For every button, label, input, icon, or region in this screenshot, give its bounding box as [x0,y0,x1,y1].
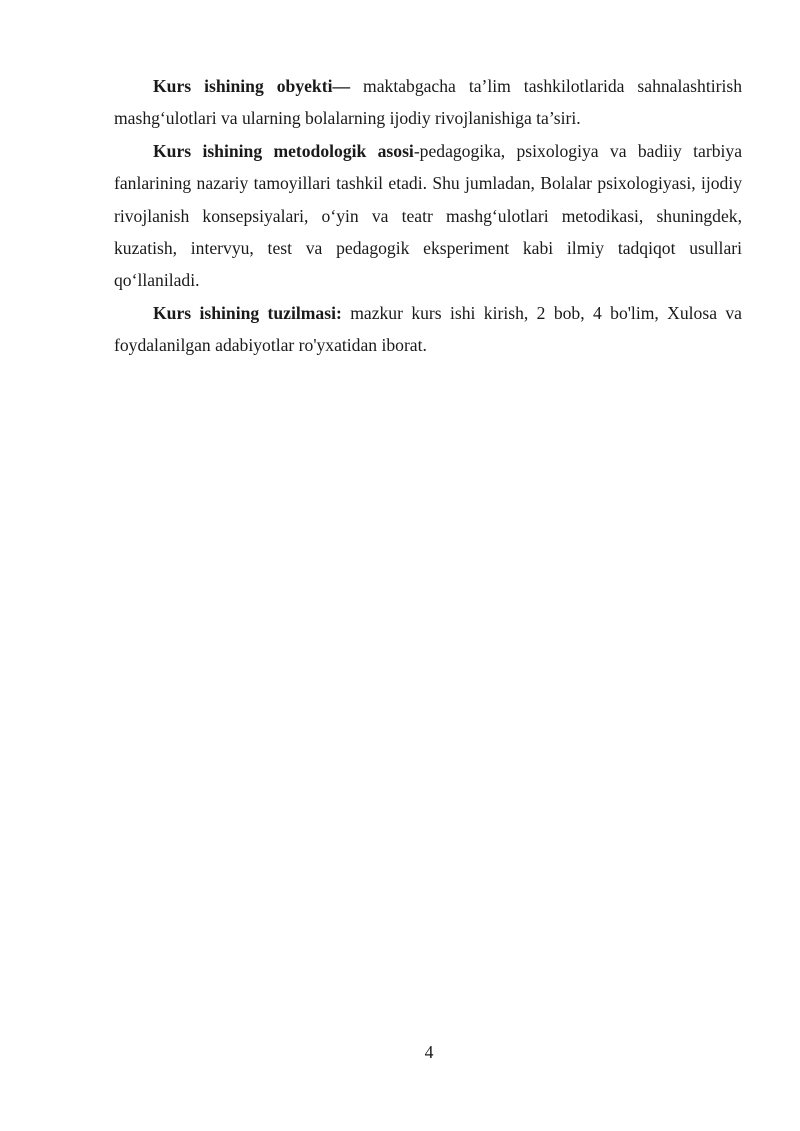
paragraph-heading: Kurs ishining tuzilmasi: [153,302,342,323]
paragraph-text: -pedagogika, psixologiya va badiiy tarbiya fanlarining nazariy tamoyillari tashkil etadi. Shu jumladan, Bolalar psixologiyasi, ijodiy rivojlanish konsepsiyalari, o‘yin va teatr mashg‘ulotlari metodikasi, shuningdek, kuzatish, intervyu, test va pedagogik eksperiment kabi ilmiy tadqiqot usullari qo‘llaniladi. [114,140,743,291]
paragraph-text: mazkur kurs ishi kirish, 2 bob, 4 bo'lim, Xulosa va foydalanilgan adabiyotlar ro'yxatidan iborat. [114,302,742,356]
paragraph-object [114,70,742,135]
page-body [114,70,742,362]
paragraph-heading: Kurs ishining metodologik asosi [153,140,414,161]
paragraph-structure [114,297,742,362]
paragraph-text: maktabgacha ta’lim tashkilotlarida sahnalashtirish mashg‘ulotlari va ularning bolalarning ijodiy rivojlanishiga ta’siri. [114,76,742,129]
paragraph-methodology [114,135,742,297]
paragraph-heading: Kurs ishining obyekti [153,76,333,96]
heading-separator: — [332,76,351,96]
page-number: 4 [424,1042,434,1062]
